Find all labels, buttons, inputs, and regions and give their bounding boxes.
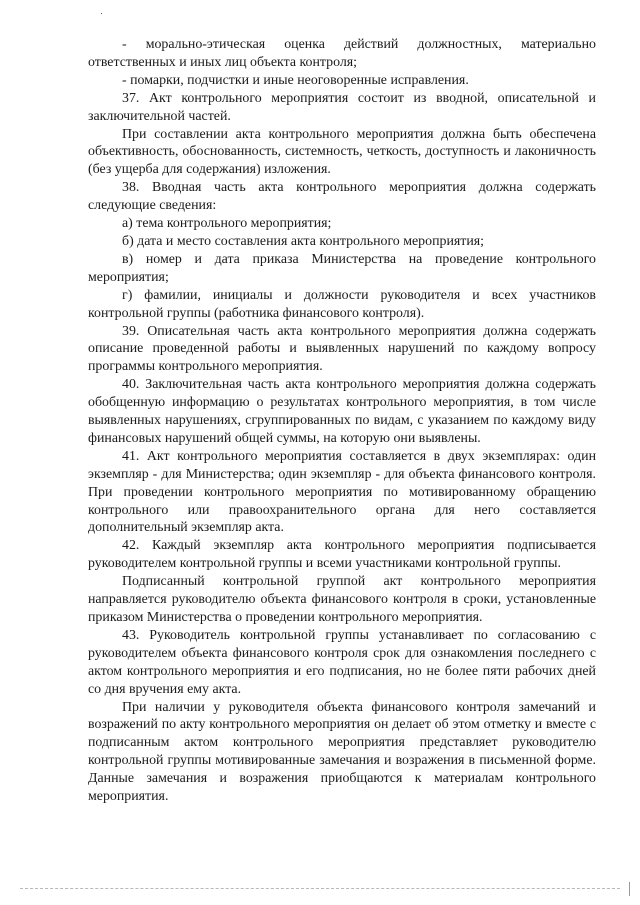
paragraph-42-signed-act: Подписанный контрольной группой акт контрольного мероприятия направляется руководителю объекта финансового контроля в сроки, установленные приказом Министерства о проведении контрольного мероприятия.: [88, 574, 596, 625]
paragraph-38-v: в) номер и дата приказа Министерства на проведение контрольного мероприятия;: [88, 251, 596, 285]
paragraph-39: 39. Описательная часть акта контрольного мероприятия должна содержать описание проведенной работы и выявленных нарушений по каждому вопросу программы контрольного мероприятия.: [88, 323, 596, 375]
paragraph-37: 37. Акт контрольного мероприятия состоит из вводной, описательной и заключительной частей.: [88, 90, 596, 124]
paragraph-38-b: б) дата и место составления акта контрольного мероприятия;: [122, 233, 485, 249]
paragraph-40: 40. Заключительная часть акта контрольного мероприятия должна содержать обобщенную информацию о результатах контрольного мероприятия, в том числе выявленных нарушениях, сгруппированных по видам, с указанием по каждому виду финансовых нарушений общей суммы, на которую они выявлены.: [88, 377, 596, 446]
scan-speck: [101, 13, 102, 14]
paragraph-43: 43. Руководитель контрольной группы устанавливает по согласованию с руководителем объекта финансового контроля срок для ознакомления последнего с актом контрольного мероприятия и его подписания, но не более пяти рабочих дней со дня вручения ему акта.: [88, 627, 596, 697]
paragraph-41: 41. Акт контрольного мероприятия составляется в двух экземплярах: один экземпляр - для Министерства; один экземпляр - для объекта финансового контроля. При проведении контрольного мероприятия по мотивированному обращению контрольного или правоохранительного органа для него составляется дополнительный экземпляр акта.: [88, 448, 596, 536]
scan-edge-mark: [629, 882, 630, 896]
paragraph-37-requirements: При составлении акта контрольного мероприятия должна быть обеспечена объективность, обоснованность, системность, четкость, доступность и лаконичность (без ущерба для содержания) изложения.: [88, 126, 596, 178]
paragraph-42: 42. Каждый экземпляр акта контрольного мероприятия подписывается руководителем контрольной группы и всеми участниками контрольной группы.: [88, 538, 596, 572]
paragraph-38-g: г) фамилии, инициалы и должности руководителя и всех участников контрольной группы (работника финансового контроля).: [88, 287, 596, 321]
paragraph-corrections: - помарки, подчистки и иные неоговоренные исправления.: [122, 72, 469, 88]
page-bottom-divider: [20, 888, 620, 889]
document-page: [88, 36, 596, 806]
paragraph-ethics-assessment: - морально-этическая оценка действий должностных, материально ответственных и иных лиц объекта контроля;: [88, 37, 596, 70]
paragraph-38-a: а) тема контрольного мероприятия;: [122, 216, 332, 232]
paragraph-38: 38. Вводная часть акта контрольного мероприятия должна содержать следующие сведения:: [88, 180, 596, 214]
paragraph-43-objections: При наличии у руководителя объекта финансового контроля замечаний и возражений по акту контрольного мероприятия он делает об этом отметку и вместе с подписанным актом контрольного мероприятия представляет руководителю контрольной группы мотивированные замечания и возражения в письменной форме. Данные замечания и возражения приобщаются к материалам контрольного мероприятия.: [88, 699, 596, 805]
